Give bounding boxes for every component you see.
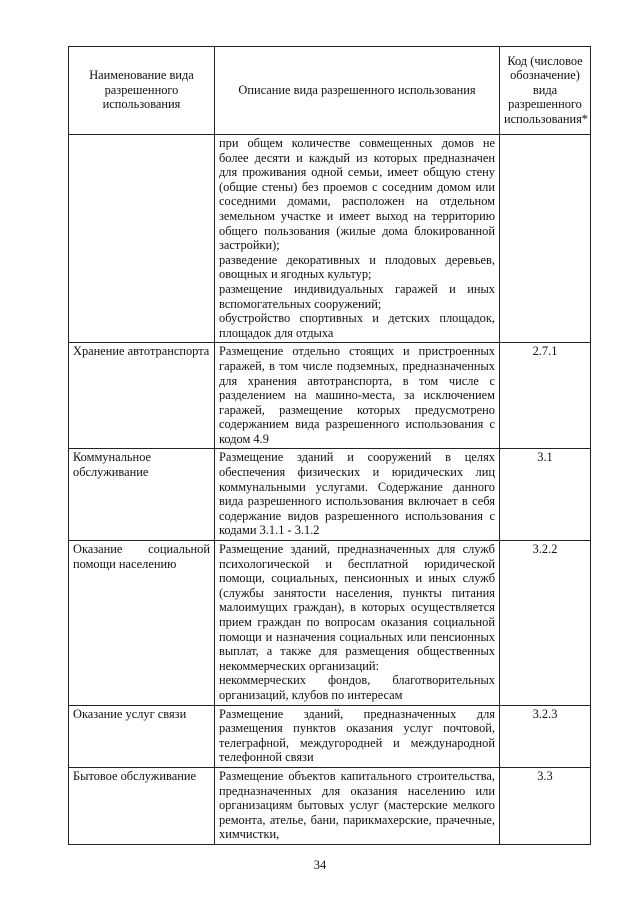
header-description: Описание вида разрешенного использования	[215, 47, 500, 135]
row-name: Коммунальное обслуживание	[69, 449, 215, 541]
table-row	[69, 705, 591, 767]
row-code: 3.1	[500, 449, 591, 541]
description-paragraph: Размещение объектов капитального строительства, предназначенных для оказания населению или организациям бытовых услуг (мастерские мелкого ремонта, ателье, бани, парикмахерские, прачечные, химчистки,	[219, 768, 495, 842]
description-paragraph: Размещение зданий, предназначенных для размещения пунктов оказания услуг почтовой, телеграфной, междугородней и международной телефонной связи	[219, 706, 495, 765]
land-use-table	[68, 46, 591, 845]
row-name: Оказание социальной помощи населению	[69, 541, 215, 706]
row-name	[69, 135, 215, 343]
row-description	[215, 343, 500, 449]
table-row	[69, 767, 591, 844]
row-description	[215, 541, 500, 706]
header-name: Наименование вида разрешенного использования	[69, 47, 215, 135]
table-row	[69, 343, 591, 449]
row-name: Хранение автотранспорта	[69, 343, 215, 449]
table-row	[69, 135, 591, 343]
row-description	[215, 135, 500, 343]
description-paragraph: Размещение отдельно стоящих и пристроенных гаражей, в том числе подземных, предназначенных для хранения автотранспорта, в том числе с разделением на машино-места, за исключением гаражей, размещение которых предусмотрено содержанием вида разрешенного использования с кодом 4.9	[219, 344, 495, 446]
row-code: 2.7.1	[500, 343, 591, 449]
table-row	[69, 449, 591, 541]
row-code: 3.2.3	[500, 705, 591, 767]
description-paragraph: разведение декоративных и плодовых деревьев, овощных и ягодных культур;	[219, 252, 495, 282]
row-description	[215, 705, 500, 767]
description-paragraph: при общем количестве совмещенных домов не более десяти и каждый из которых предназначен для проживания одной семьи, имеет общую стену (общие стены) без проемов с соседним домом или соседними домами, расположен на отдельном земельном участке и имеет выход на территорию общего пользования (жилые дома блокированной застройки);	[219, 136, 495, 253]
row-code	[500, 135, 591, 343]
row-code: 3.3	[500, 767, 591, 844]
description-paragraph: Размещение зданий, предназначенных для служб психологической и бесплатной юридической помощи, социальных, пенсионных и иных служб (службы занятости населения, пункты питания малоимущих граждан), в которых осуществляется прием граждан по вопросам оказания социальной помощи и назначения социальных или пенсионных выплат, а также для размещения общественных некоммерческих организаций:	[219, 542, 495, 673]
row-code: 3.2.2	[500, 541, 591, 706]
description-paragraph: некоммерческих фондов, благотворительных организаций, клубов по интересам	[219, 673, 495, 702]
table-row	[69, 541, 591, 706]
description-paragraph: обустройство спортивных и детских площадок, площадок для отдыха	[219, 311, 495, 340]
row-description	[215, 767, 500, 844]
header-code: Код (числовое обозначение) вида разрешенного использования*	[500, 47, 591, 135]
table-header-row	[69, 47, 591, 135]
row-name: Оказание услуг связи	[69, 705, 215, 767]
row-name: Бытовое обслуживание	[69, 767, 215, 844]
page-number: 34	[313, 858, 327, 872]
description-paragraph: размещение индивидуальных гаражей и иных вспомогательных сооружений;	[219, 281, 495, 311]
description-paragraph: Размещение зданий и сооружений в целях обеспечения физических и юридических лиц коммунальными услугами. Содержание данного вида разрешенного использования включает в себя содержание видов разрешенного использования с кодами 3.1.1 - 3.1.2	[219, 450, 495, 538]
row-description	[215, 449, 500, 541]
